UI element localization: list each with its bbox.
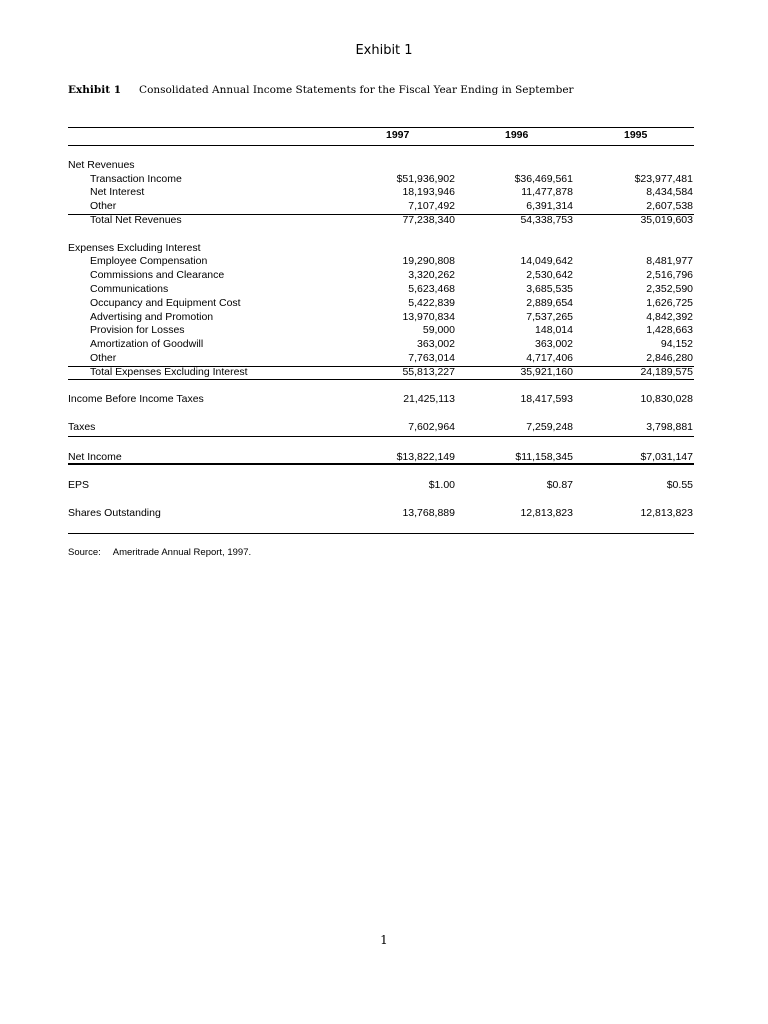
exhibit-caption (68, 84, 574, 96)
value-1996: 6,391,314 (526, 200, 573, 212)
total-rule (68, 379, 694, 380)
taxes-row (68, 420, 694, 434)
row-label: Other (90, 352, 117, 364)
value-1996: 3,685,535 (526, 283, 573, 295)
table-row (68, 351, 694, 365)
row-label: Transaction Income (90, 173, 182, 185)
page-header-title: Exhibit 1 (355, 43, 413, 58)
net-income-row (68, 450, 694, 464)
value-1997: 21,425,113 (403, 393, 455, 405)
table-row (68, 199, 694, 213)
value-1997: 5,422,839 (408, 297, 455, 309)
value-1995: 12,813,823 (640, 507, 693, 519)
table-row (68, 296, 694, 310)
row-label: Net Income (68, 451, 122, 463)
value-1997: $13,822,149 (396, 451, 455, 463)
value-1995: $7,031,147 (640, 451, 693, 463)
value-1996: 18,417,593 (520, 393, 573, 405)
value-1995: 1,428,663 (646, 324, 693, 336)
table-row (68, 323, 694, 337)
table-header-rule (68, 145, 694, 146)
value-1997: 13,768,889 (402, 507, 455, 519)
value-1995: 3,798,881 (646, 421, 693, 433)
value-1995: 2,607,538 (646, 200, 693, 212)
year-header-1995: 1995 (624, 129, 648, 141)
total-net-revenues-row (68, 213, 694, 227)
value-1995: 2,846,280 (646, 352, 693, 364)
table-bottom-rule (68, 533, 694, 534)
section-heading: Net Revenues (68, 159, 135, 171)
value-1997: $1.00 (428, 479, 455, 491)
value-1997: 77,238,340 (402, 214, 455, 226)
value-1995: 35,019,603 (640, 214, 693, 226)
income-before-taxes-row (68, 392, 694, 406)
value-1995: 10,830,028 (640, 393, 693, 405)
value-1996: $36,469,561 (514, 173, 573, 185)
value-1996: 148,014 (535, 324, 573, 336)
exhibit-title: Consolidated Annual Income Statements for the Fiscal Year Ending in September (139, 84, 574, 96)
value-1996: 7,259,248 (526, 421, 573, 433)
value-1995: $23,977,481 (634, 173, 693, 185)
value-1995: 1,626,725 (646, 297, 693, 309)
table-row (68, 185, 694, 199)
value-1997: 55,813,227 (402, 366, 455, 378)
expenses-heading-row (68, 241, 694, 255)
row-label: EPS (68, 479, 90, 491)
exhibit-label: Exhibit 1 (68, 84, 122, 96)
row-label: Total Expenses Excluding Interest (90, 366, 248, 378)
value-1997: 363,002 (417, 338, 455, 350)
table-row (68, 282, 694, 296)
row-label: Advertising and Promotion (90, 311, 214, 323)
value-1997: 7,107,492 (408, 200, 455, 212)
value-1996: 363,002 (535, 338, 573, 350)
value-1997: 18,193,946 (402, 186, 455, 198)
value-1997: 59,000 (422, 324, 455, 336)
value-1997: 7,763,014 (408, 352, 455, 364)
value-1997: $51,936,902 (396, 173, 455, 185)
value-1995: 2,516,796 (646, 269, 693, 281)
net-revenues-heading-row (68, 158, 694, 172)
source-note (68, 547, 251, 558)
value-1996: 2,889,654 (526, 297, 573, 309)
value-1996: 2,530,642 (526, 269, 573, 281)
row-label: Other (90, 200, 117, 212)
total-expenses-row (68, 365, 694, 379)
eps-row (68, 478, 694, 492)
row-label: Shares Outstanding (68, 507, 161, 519)
row-label: Total Net Revenues (90, 214, 182, 226)
value-1996: $0.87 (546, 479, 573, 491)
table-row (68, 172, 694, 186)
taxes-rule (68, 436, 694, 437)
table-row (68, 337, 694, 351)
value-1996: 12,813,823 (520, 507, 573, 519)
value-1997: 13,970,834 (402, 311, 455, 323)
value-1996: 35,921,160 (520, 366, 573, 378)
value-1997: 3,320,262 (408, 269, 455, 281)
value-1996: 54,338,753 (520, 214, 573, 226)
value-1996: $11,158,345 (515, 451, 573, 463)
row-label: Amortization of Goodwill (90, 338, 204, 350)
table-row (68, 310, 694, 324)
value-1997: 7,602,964 (408, 421, 455, 433)
table-top-rule (68, 127, 694, 128)
row-label: Provision for Losses (90, 324, 185, 336)
value-1995: 4,842,392 (646, 311, 693, 323)
row-label: Occupancy and Equipment Cost (90, 297, 241, 309)
value-1997: 19,290,808 (402, 255, 455, 267)
row-label: Taxes (68, 421, 96, 433)
value-1996: 4,717,406 (526, 352, 573, 364)
net-income-double-rule (68, 463, 694, 465)
year-header-1997: 1997 (386, 129, 410, 141)
table-row (68, 254, 694, 268)
value-1996: 7,537,265 (526, 311, 573, 323)
page-number: 1 (380, 933, 388, 947)
value-1997: 5,623,468 (408, 283, 455, 295)
source-label: Source: (68, 547, 101, 558)
value-1995: 24,189,575 (640, 366, 693, 378)
year-header-1996: 1996 (505, 129, 529, 141)
row-label: Income Before Income Taxes (68, 393, 204, 405)
row-label: Employee Compensation (90, 255, 208, 267)
row-label: Net Interest (90, 186, 145, 198)
section-heading: Expenses Excluding Interest (68, 242, 201, 254)
value-1996: 11,477,878 (521, 186, 573, 198)
value-1995: 2,352,590 (646, 283, 693, 295)
shares-outstanding-row (68, 506, 694, 520)
value-1995: 94,152 (660, 338, 693, 350)
value-1995: $0.55 (666, 479, 693, 491)
source-text: Ameritrade Annual Report, 1997. (112, 547, 252, 558)
row-label: Commissions and Clearance (90, 269, 225, 281)
table-row (68, 268, 694, 282)
value-1995: 8,481,977 (646, 255, 693, 267)
value-1995: 8,434,584 (646, 186, 693, 198)
value-1996: 14,049,642 (520, 255, 573, 267)
row-label: Communications (90, 283, 169, 295)
